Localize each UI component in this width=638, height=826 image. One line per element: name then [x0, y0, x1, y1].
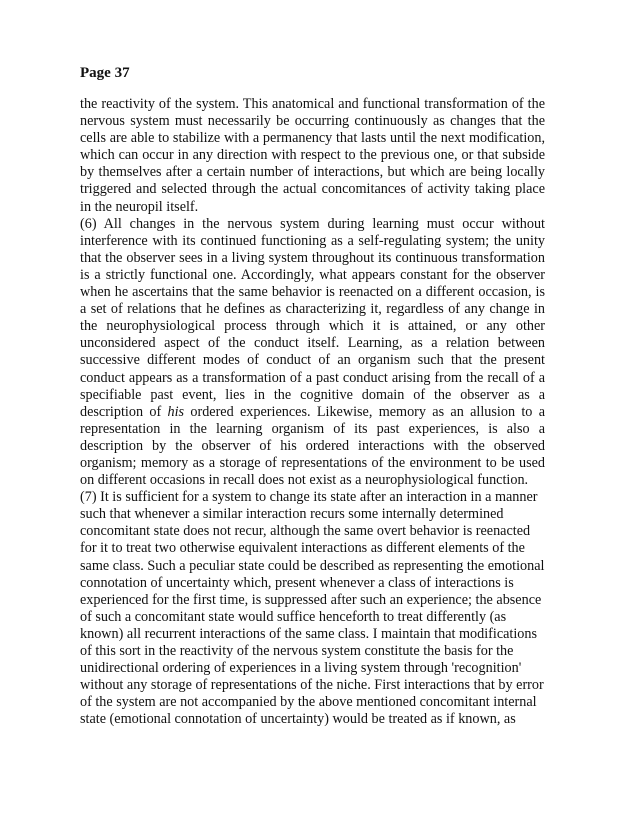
- body-text: [80, 96, 545, 728]
- paragraph-6: [80, 216, 545, 490]
- paragraph-6-text-after: ordered experiences. Likewise, memory as an allusion to a representation in the learning organism of its past experiences, is also a description by the observer of his ordered interactions with the observed organism; memory as a storage of representations of the environment to be used on different occasions in recall does not exist as a neurophysiological function.: [80, 403, 546, 489]
- paragraph-7: (7) It is sufficient for a system to change its state after an interaction in a manner such that whenever a similar interaction recurs some internally determined concomitant state does not recur, although the same overt behavior is reenacted for it to treat two otherwise equivalent interactions as different elements of the same class. Such a peculiar state could be described as representing the emotional connotation of uncertainty which, present whenever a class of interactions is experienced for the first time, is suppressed after such an experience; the absence of such a concomitant state would suffice henceforth to treat differently (as known) all recurrent interactions of the same class. I maintain that modifications of this sort in the reactivity of the nervous system constitute the basis for the unidirectional ordering of experiences in a living system through 'recognition' without any storage of representations of the niche. First interactions that by error of the system are not accompanied by the above mentioned concomitant internal state (emotional connotation of uncertainty) would be treated as if known, as: [80, 489, 545, 728]
- paragraph-6-emphasis: his: [167, 403, 185, 420]
- paragraph-continuation: the reactivity of the system. This anatomical and functional transformation of the nervous system must necessarily be occurring continuously as changes that the cells are able to stabilize with a permanency that lasts until the next modification, which can occur in any direction with respect to the previous one, or that subside by themselves after a certain number of interactions, but which are being locally triggered and selected through the actual concomitances of activity taking place in the neuropil itself.: [80, 96, 545, 215]
- paragraph-6-text-before: (6) All changes in the nervous system during learning must occur without interference with its continued functioning as a self-regulating system; the unity that the observer sees in a living system throughout its continuous transformation is a strictly functional one. Accordingly, what appears constant for the observer when he ascertains that the same behavior is reenacted on a different occasion, is a set of relations that he defines as characterizing it, regardless of any change in the neurophysiological process through which it is attained, or any other unconsidered aspect of the conduct itself. Learning, as a relation between successive different modes of conduct of an organism such that the present conduct appears as a transformation of a past conduct arising from the recall of a specifiable past event, lies in the cognitive domain of the observer as a description of: [80, 215, 545, 420]
- page-title: Page 37: [80, 65, 130, 81]
